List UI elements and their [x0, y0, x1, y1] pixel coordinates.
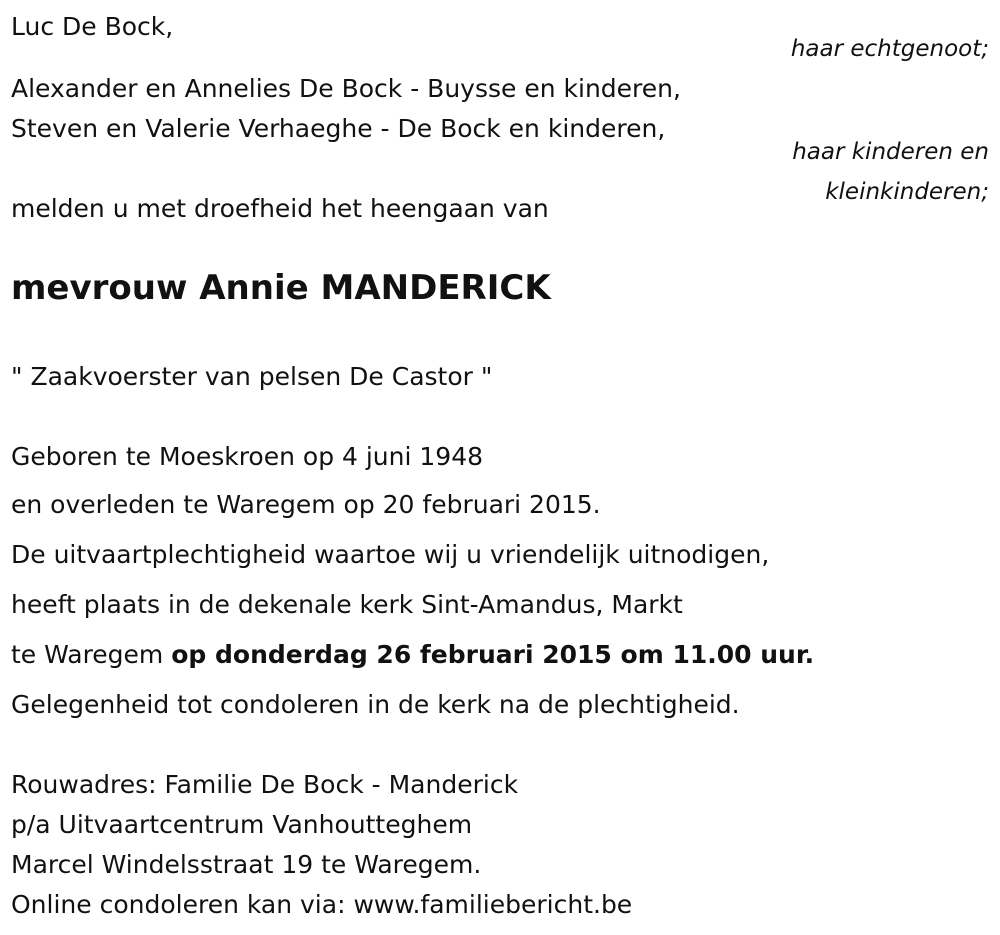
address-line-3: Marcel Windelsstraat 19 te Waregem.: [11, 850, 482, 879]
relation-spouse: haar echtgenoot;: [790, 36, 989, 62]
relation-children-line-1: haar kinderen en: [792, 139, 989, 165]
address-line-2: p/a Uitvaartcentrum Vanhoutteghem: [11, 810, 473, 839]
condolence-note: Gelegenheid tot condoleren in de kerk na de plechtigheid.: [11, 690, 740, 719]
online-condolence-line: Online condoleren kan via: www.familiebericht.be: [11, 890, 633, 919]
deceased-occupation: " Zaakvoerster van pelsen De Castor ": [11, 362, 493, 391]
ceremony-date-prefix: te Waregem: [11, 640, 172, 669]
ceremony-intro: De uitvaartplechtigheid waartoe wij u vriendelijk uitnodigen,: [11, 540, 770, 569]
family-line-child-1: Alexander en Annelies De Bock - Buysse en kinderen,: [11, 74, 681, 103]
family-line-spouse: Luc De Bock,: [11, 12, 174, 41]
address-line-1: Rouwadres: Familie De Bock - Manderick: [11, 770, 519, 799]
relation-children-line-2: kleinkinderen;: [825, 179, 989, 205]
deceased-name: mevrouw Annie MANDERICK: [11, 268, 551, 308]
ceremony-location: heeft plaats in de dekenale kerk Sint-Amandus, Markt: [11, 590, 683, 619]
ceremony-date-time: op donderdag 26 februari 2015 om 11.00 uur.: [171, 640, 815, 669]
ceremony-date-line: [11, 640, 814, 670]
family-line-child-2: Steven en Valerie Verhaeghe - De Bock en kinderen,: [11, 114, 666, 143]
death-details: en overleden te Waregem op 20 februari 2015.: [11, 490, 601, 519]
birth-details: Geboren te Moeskroen op 4 juni 1948: [11, 442, 484, 471]
announcement-text: melden u met droefheid het heengaan van: [11, 194, 549, 223]
